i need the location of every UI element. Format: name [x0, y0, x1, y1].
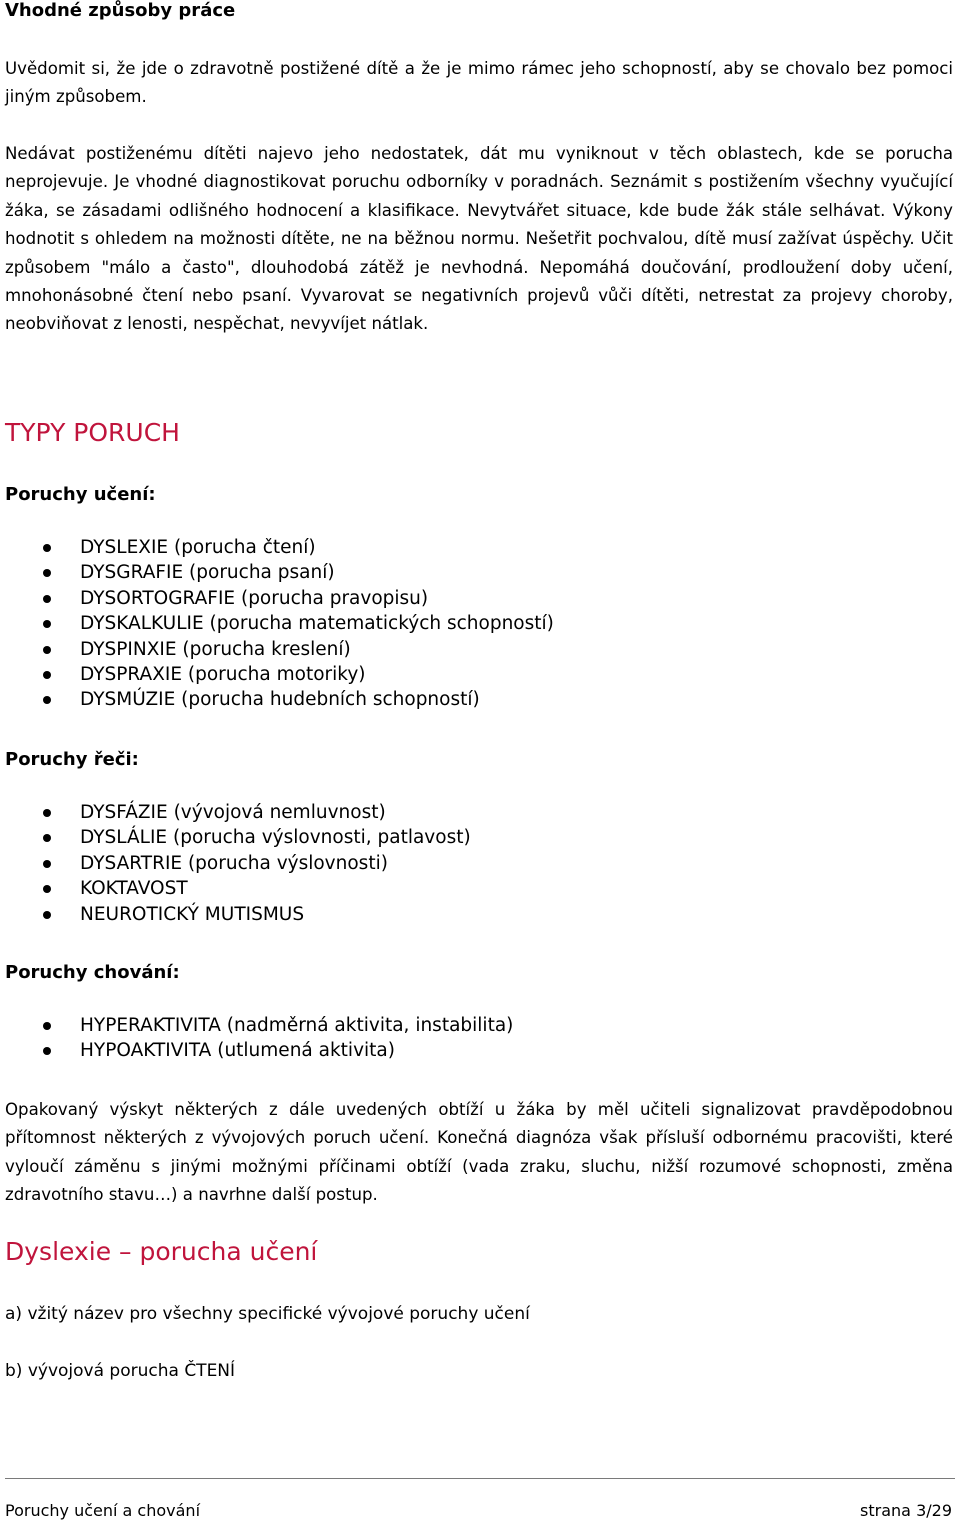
types-heading: TYPY PORUCH: [5, 418, 180, 447]
definition-a: a) vžitý název pro všechny specifické vývojové poruchy učení: [5, 1304, 530, 1324]
bullet-icon: [43, 809, 51, 817]
bullet-icon: [43, 569, 51, 577]
list-item: DYSARTRIE (porucha výslovnosti): [5, 851, 471, 876]
list-item: DYSLEXIE (porucha čtení): [5, 535, 554, 560]
bullet-icon: [43, 595, 51, 603]
bullet-icon: [43, 885, 51, 893]
list-item: DYSORTOGRAFIE (porucha pravopisu): [5, 586, 554, 611]
speech-disorders-heading: Poruchy řeči:: [5, 749, 139, 770]
paragraph-diagnosis: Opakovaný výskyt některých z dále uvedených obtíží u žáka by měl učiteli signalizovat pravděpodobnou přítomnost některých z vývojových poruch učení. Konečná diagnóza však přísluší odbornému pracovišti, které vyloučí záměnu s jinými možnými příčinami obtíží (vada zraku, sluchu, nižší rozumové schopnosti, změna zdravotního stavu…) a navrhne další postup.: [5, 1100, 953, 1205]
behavior-disorders-heading: Poruchy chování:: [5, 962, 180, 983]
list-item: HYPERAKTIVITA (nadměrná aktivita, instabilita): [5, 1013, 513, 1038]
list-item: NEUROTICKÝ MUTISMUS: [5, 902, 471, 927]
list-item: DYSPRAXIE (porucha motoriky): [5, 662, 554, 687]
bullet-icon: [43, 544, 51, 552]
list-item: DYSMÚZIE (porucha hudebních schopností): [5, 687, 554, 712]
bullet-icon: [43, 620, 51, 628]
footer-divider: [5, 1478, 955, 1479]
speech-disorders-list: [5, 800, 471, 927]
bullet-icon: [43, 646, 51, 654]
bullet-icon: [43, 860, 51, 868]
list-item: DYSGRAFIE (porucha psaní): [5, 560, 554, 585]
list-item: HYPOAKTIVITA (utlumená aktivita): [5, 1038, 513, 1063]
learning-disorders-list: [5, 535, 554, 713]
learning-disorders-heading: Poruchy učení:: [5, 484, 156, 505]
footer-title: Poruchy učení a chování: [5, 1501, 201, 1520]
bullet-icon: [43, 911, 51, 919]
page-number: strana 3/29: [860, 1501, 952, 1520]
list-item: DYSFÁZIE (vývojová nemluvnost): [5, 800, 471, 825]
dyslexia-heading: Dyslexie – porucha učení: [5, 1237, 318, 1266]
section-title: Vhodné způsoby práce: [5, 0, 236, 21]
bullet-icon: [43, 1022, 51, 1030]
list-item: KOKTAVOST: [5, 876, 471, 901]
bullet-icon: [43, 1047, 51, 1055]
behavior-disorders-list: [5, 1013, 513, 1064]
paragraph-intro: Uvědomit si, že jde o zdravotně postižené dítě a že je mimo rámec jeho schopností, aby se chovalo bez pomoci jiným způsobem.: [5, 59, 953, 107]
paragraph-guidelines: Nedávat postiženému dítěti najevo jeho nedostatek, dát mu vyniknout v těch oblastech, kde se porucha neprojevuje. Je vhodné diagnostikovat poruchu odborníky v poradnách. Seznámit s postižením všechny vyučující žáka, se zásadami odlišného hodnocení a klasifikace. Nevytvářet situace, kde bude žák stále selhávat. Výkony hodnotit s ohledem na možnosti dítěte, ne na běžnou normu. Nešetřit pochvalou, dítě musí zažívat úspěchy. Učit způsobem "málo a často", dlouhodobá zátěž je nevhodná. Nepomáhá doučování, prodloužení doby učení, mnohonásobné čtení nebo psaní. Vyvarovat se negativních projevů vůči dítěti, netrestat za projevy choroby, neobviňovat z lenosti, nespěchat, nevyvíjet nátlak.: [5, 144, 953, 334]
bullet-icon: [43, 834, 51, 842]
list-item: DYSLÁLIE (porucha výslovnosti, patlavost): [5, 825, 471, 850]
bullet-icon: [43, 696, 51, 704]
list-item: DYSPINXIE (porucha kreslení): [5, 637, 554, 662]
list-item: DYSKALKULIE (porucha matematických schopností): [5, 611, 554, 636]
definition-b: b) vývojová porucha ČTENÍ: [5, 1361, 236, 1381]
bullet-icon: [43, 671, 51, 679]
